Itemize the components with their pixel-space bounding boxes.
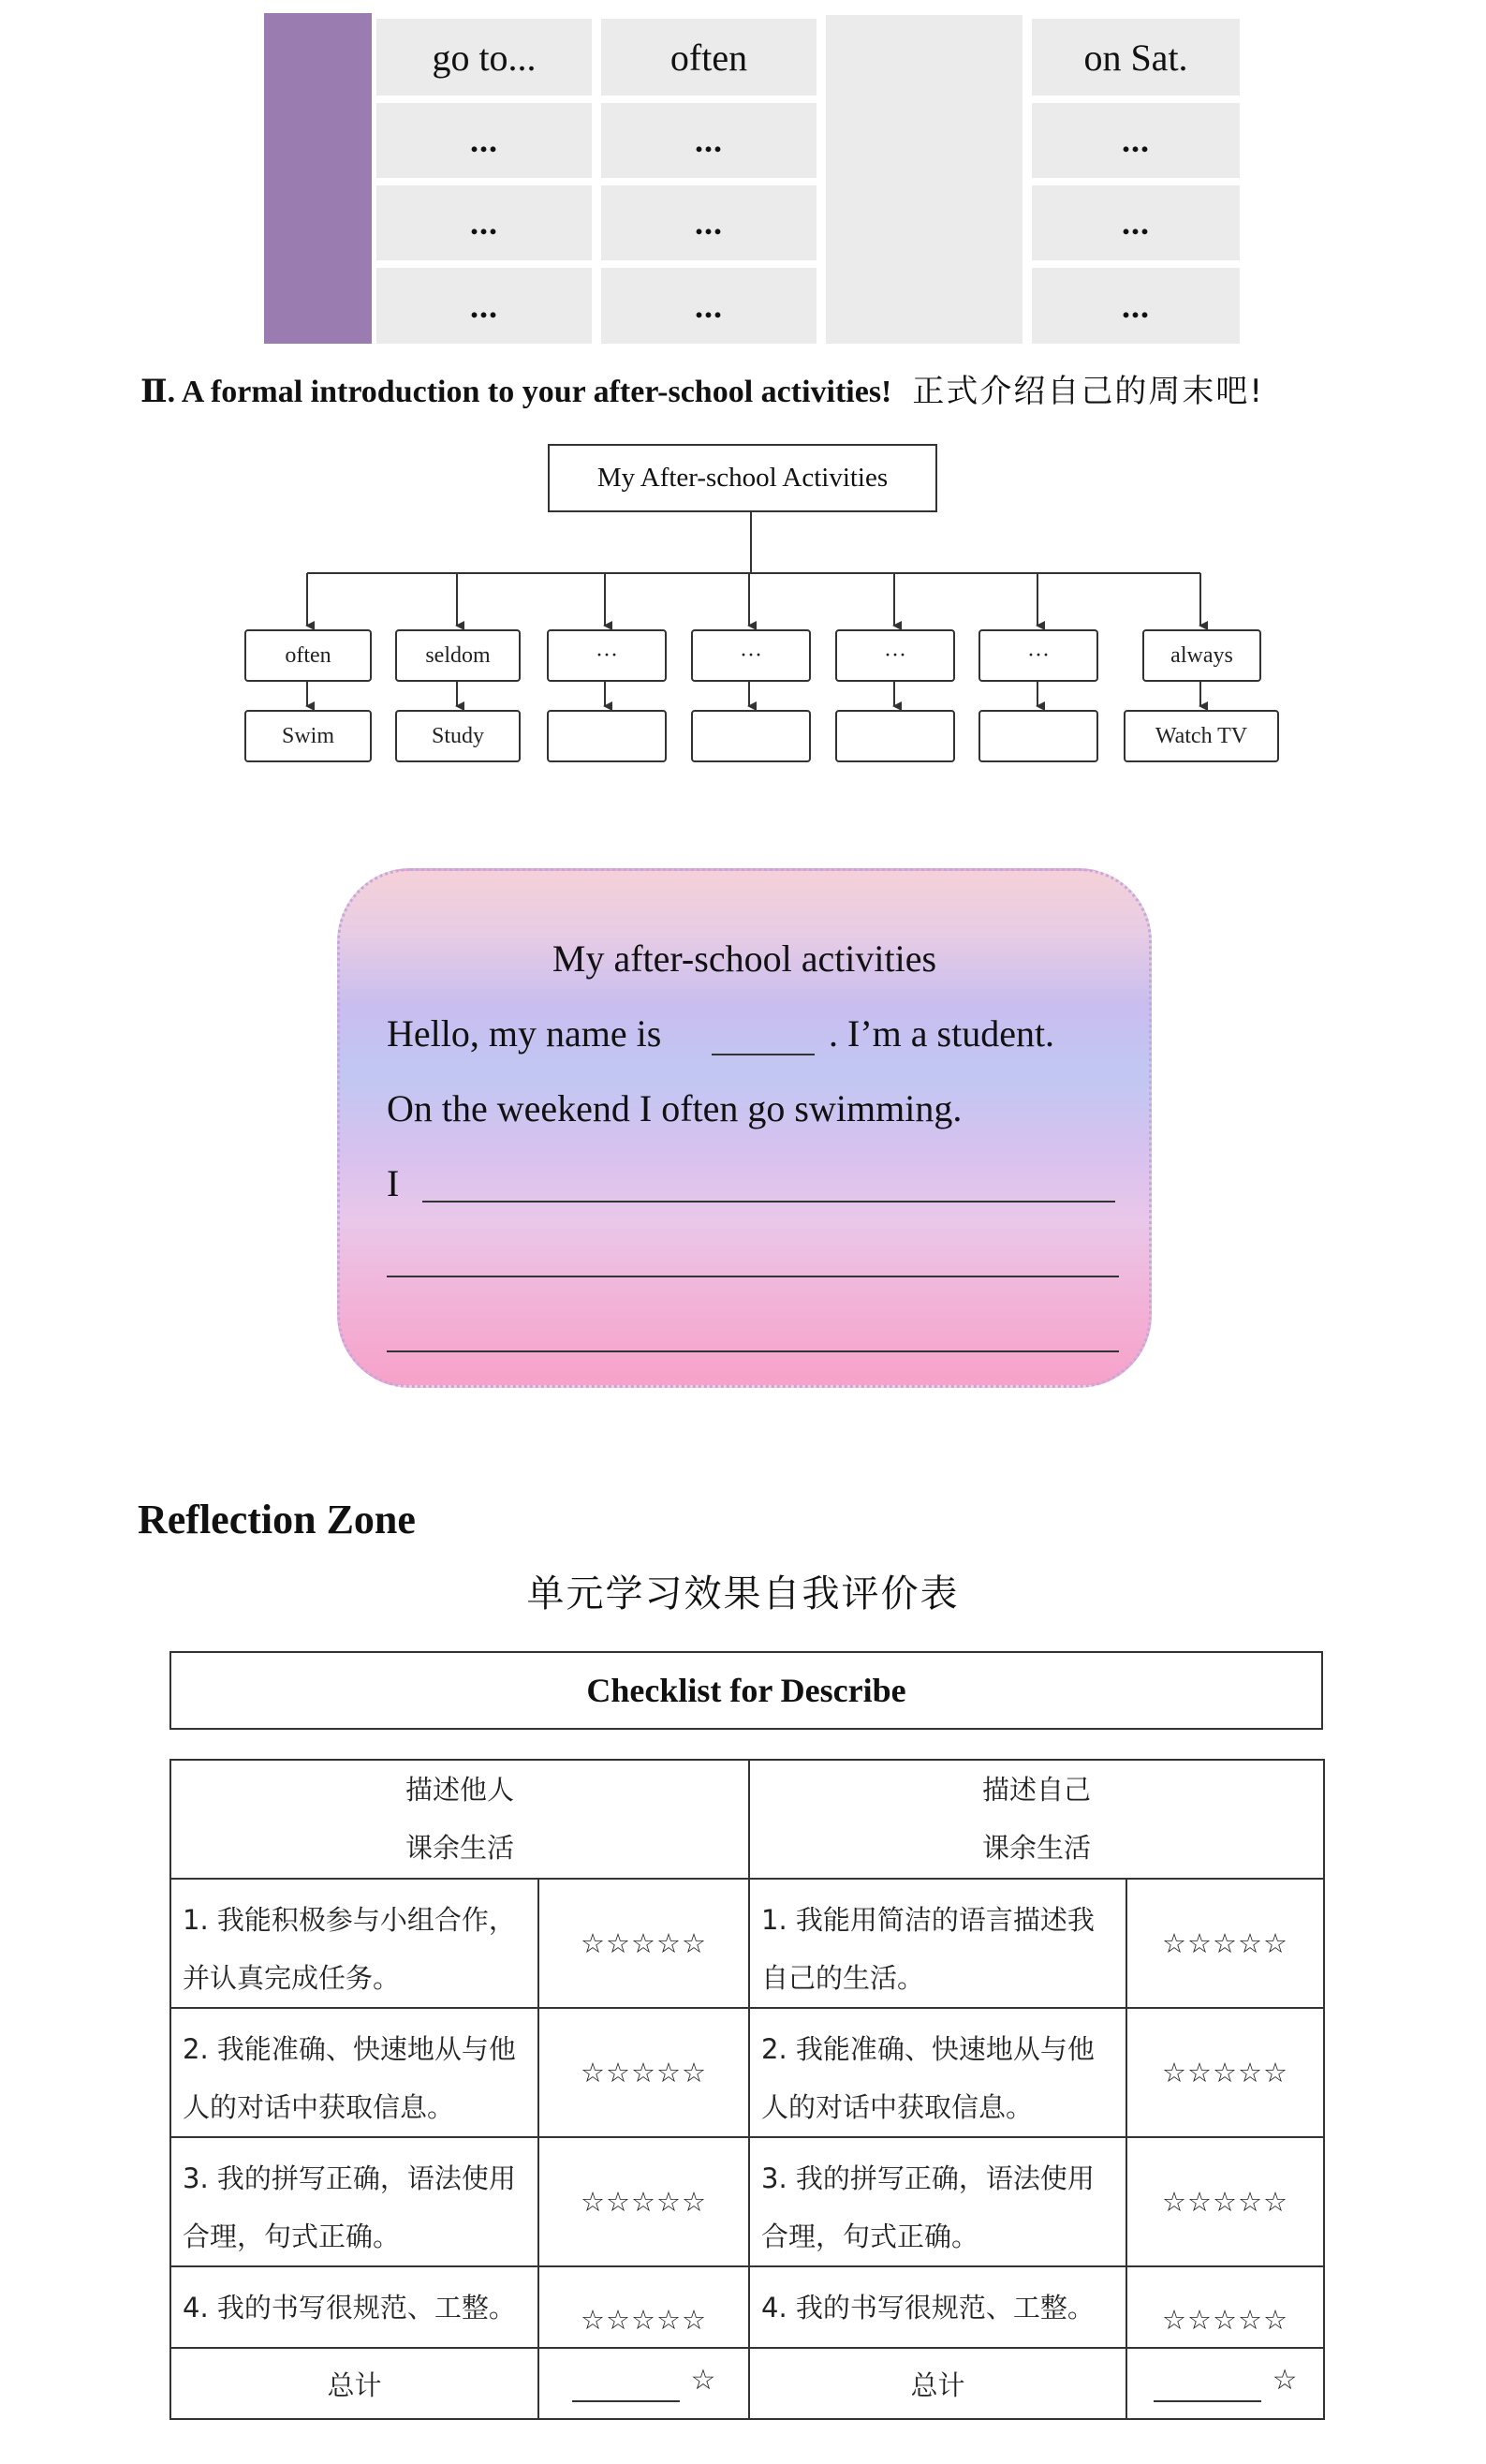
activity-node: Watch TV bbox=[1124, 710, 1279, 762]
star-rating[interactable]: ☆☆☆☆☆ bbox=[538, 1879, 749, 2008]
table-cell: ... bbox=[376, 268, 592, 344]
card-line-3-start: I bbox=[387, 1162, 400, 1204]
frequency-node: seldom bbox=[395, 629, 521, 682]
right-header-line: 课余生活 bbox=[982, 1832, 1092, 1864]
frequency-node: ··· bbox=[691, 629, 811, 682]
card-line-1-start: Hello, my name is bbox=[387, 1012, 662, 1055]
section-ii-heading-zh: 正式介绍自己的周末吧! bbox=[912, 373, 1265, 410]
writing-blank-line[interactable] bbox=[387, 1276, 1119, 1277]
table-cell: ... bbox=[376, 103, 592, 178]
criterion-text: 2. 我能准确、快速地从与他人的对话中获取信息。 bbox=[170, 2008, 538, 2137]
star-rating[interactable]: ☆☆☆☆☆ bbox=[1126, 2137, 1324, 2266]
criterion-text: 2. 我能准确、快速地从与他人的对话中获取信息。 bbox=[749, 2008, 1126, 2137]
table-cell: ... bbox=[601, 103, 817, 178]
star-rating[interactable]: ☆☆☆☆☆ bbox=[1126, 1879, 1324, 2008]
total-field[interactable] bbox=[1126, 2348, 1324, 2419]
star-rating[interactable]: ☆☆☆☆☆ bbox=[1126, 2266, 1324, 2348]
writing-blank-line[interactable] bbox=[387, 1350, 1119, 1352]
criterion-text: 3. 我的拼写正确，语法使用合理，句式正确。 bbox=[749, 2137, 1126, 2266]
table-cell: ... bbox=[1032, 103, 1240, 178]
evaluation-table bbox=[169, 1759, 1325, 2420]
activity-node-blank[interactable] bbox=[978, 710, 1098, 762]
table-cell: ... bbox=[601, 185, 817, 260]
star-icon: ☆ bbox=[1272, 2364, 1298, 2397]
left-header bbox=[170, 1760, 749, 1879]
total-label: 总计 bbox=[749, 2348, 1126, 2419]
table-header-cell: often bbox=[601, 19, 817, 96]
frequency-node: often bbox=[244, 629, 372, 682]
card-line-1-end: . I’m a student. bbox=[829, 1012, 1055, 1055]
card-line-2: On the weekend I often go swimming. bbox=[387, 1087, 963, 1129]
table-cell: ... bbox=[376, 185, 592, 260]
frequency-node: always bbox=[1142, 629, 1261, 682]
card-line-1 bbox=[387, 1011, 661, 1055]
activity-node: Swim bbox=[244, 710, 372, 762]
left-header-line: 描述他人 bbox=[405, 1774, 515, 1806]
activity-node-blank[interactable] bbox=[547, 710, 667, 762]
table-header-cell: on Sat. bbox=[1032, 19, 1240, 96]
star-icon: ☆ bbox=[690, 2364, 716, 2397]
star-rating[interactable]: ☆☆☆☆☆ bbox=[538, 2008, 749, 2137]
frequency-node: ··· bbox=[547, 629, 667, 682]
table-cell: ... bbox=[1032, 268, 1240, 344]
tree-root-node: My After-school Activities bbox=[548, 444, 937, 512]
total-label: 总计 bbox=[170, 2348, 538, 2419]
criterion-text: 4. 我的书写很规范、工整。 bbox=[749, 2266, 1126, 2348]
card-title: My after-school activities bbox=[552, 937, 937, 980]
total-blank-line[interactable] bbox=[1154, 2376, 1261, 2402]
criterion-text: 3. 我的拼写正确，语法使用合理，句式正确。 bbox=[170, 2137, 538, 2266]
activity-node: Study bbox=[395, 710, 521, 762]
table-cell: ... bbox=[1032, 185, 1240, 260]
frequency-node: ··· bbox=[978, 629, 1098, 682]
section-ii-heading-en: Ⅱ. A formal introduction to your after-school activities! bbox=[140, 375, 892, 409]
total-blank-line[interactable] bbox=[572, 2376, 680, 2402]
activity-node-blank[interactable] bbox=[691, 710, 811, 762]
reflection-subtitle: 单元学习效果自我评价表 bbox=[526, 1572, 960, 1616]
table-header-cell: go to... bbox=[376, 19, 592, 96]
right-header-line: 描述自己 bbox=[982, 1774, 1092, 1806]
criterion-text: 1. 我能用简洁的语言描述我自己的生活。 bbox=[749, 1879, 1126, 2008]
star-rating[interactable]: ☆☆☆☆☆ bbox=[538, 2137, 749, 2266]
star-rating[interactable]: ☆☆☆☆☆ bbox=[1126, 2008, 1324, 2137]
frequency-node: ··· bbox=[835, 629, 955, 682]
star-rating[interactable]: ☆☆☆☆☆ bbox=[538, 2266, 749, 2348]
checklist-title: Checklist for Describe bbox=[169, 1651, 1323, 1730]
criterion-text: 1. 我能积极参与小组合作，并认真完成任务。 bbox=[170, 1879, 538, 2008]
writing-card bbox=[337, 868, 1152, 1388]
reflection-title: Reflection Zone bbox=[138, 1497, 416, 1542]
table-cell: ... bbox=[601, 268, 817, 344]
name-blank[interactable] bbox=[712, 1054, 815, 1055]
criterion-text: 4. 我的书写很规范、工整。 bbox=[170, 2266, 538, 2348]
right-header bbox=[749, 1760, 1324, 1879]
total-field[interactable] bbox=[538, 2348, 749, 2419]
writing-blank-line[interactable] bbox=[422, 1201, 1115, 1202]
left-header-line: 课余生活 bbox=[405, 1832, 515, 1864]
activity-node-blank[interactable] bbox=[835, 710, 955, 762]
